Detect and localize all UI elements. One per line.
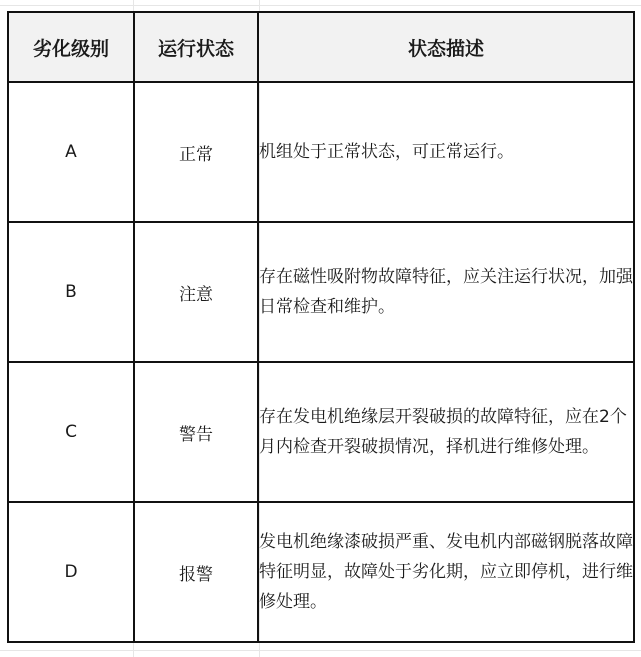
header-row [8,12,634,82]
state-cell: 正常 [134,82,258,222]
grade-cell: A [8,82,134,222]
degradation-status-table [7,11,635,643]
desc-cell: 存在磁性吸附物故障特征，应关注运行状况，加强日常检查和维护。 [258,222,634,362]
grid-line [0,650,641,651]
grid-line [0,5,641,6]
table-row [8,362,634,502]
state-cell: 注意 [134,222,258,362]
header-grade: 劣化级别 [8,12,134,82]
grade-cell: B [8,222,134,362]
state-cell: 警告 [134,362,258,502]
header-state: 运行状态 [134,12,258,82]
table-row [8,502,634,642]
desc-cell: 存在发电机绝缘层开裂破损的故障特征，应在2个月内检查开裂破损情况，择机进行维修处理。 [258,362,634,502]
grade-cell: C [8,362,134,502]
table-body [8,82,634,642]
desc-cell: 发电机绝缘漆破损严重、发电机内部磁钢脱落故障特征明显，故障处于劣化期，应立即停机，进行维修处理。 [258,502,634,642]
header-desc: 状态描述 [258,12,634,82]
table-header [8,12,634,82]
desc-cell: 机组处于正常状态，可正常运行。 [258,82,634,222]
table-row [8,82,634,222]
state-cell: 报警 [134,502,258,642]
grade-cell: D [8,502,134,642]
table-row [8,222,634,362]
